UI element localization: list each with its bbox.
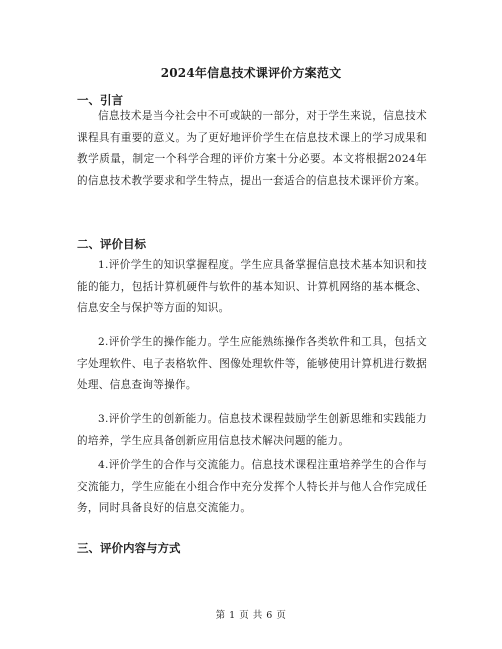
paragraph-goal-3: 3.评价学生的创新能力。信息技术课程鼓励学生创新思维和实践能力的培养，学生应具备创新应用信息技术解决问题的能力。 xyxy=(77,413,427,447)
section-heading-goals: 二、评价目标 xyxy=(77,237,146,251)
section-heading-introduction: 一、引言 xyxy=(77,93,123,107)
paragraph-introduction: 信息技术是当今社会中不可或缺的一部分，对于学生来说，信息技术课程具有重要的意义。为了更好地评价学生在信息技术课上的学习成果和教学质量，制定一个科学合理的评价方案十分必要。本文将根据2024年的信息技术教学要求和学生特点，提出一套适合的信息技术课评价方案。 xyxy=(77,110,427,187)
page-footer: 第 1 页 共 6 页 xyxy=(215,610,287,621)
paragraph-goal-1: 1.评价学生的知识掌握程度。学生应具备掌握信息技术基本知识和技能的能力，包括计算机硬件与软件的基本知识、计算机网络的基本概念、信息安全与保护等方面的知识。 xyxy=(77,259,427,315)
section-heading-content-methods: 三、评价内容与方式 xyxy=(77,541,181,555)
document-title: 2024年信息技术课评价方案范文 xyxy=(160,66,342,80)
paragraph-goal-4: 4.评价学生的合作与交流能力。信息技术课程注重培养学生的合作与交流能力，学生应能在小组合作中充分发挥个人特长并与他人合作完成任务，同时具备良好的信息交流能力。 xyxy=(77,459,427,515)
paragraph-goal-2: 2.评价学生的操作能力。学生应能熟练操作各类软件和工具，包括文字处理软件、电子表格软件、图像处理软件等，能够使用计算机进行数据处理、信息查询等操作。 xyxy=(77,336,427,392)
